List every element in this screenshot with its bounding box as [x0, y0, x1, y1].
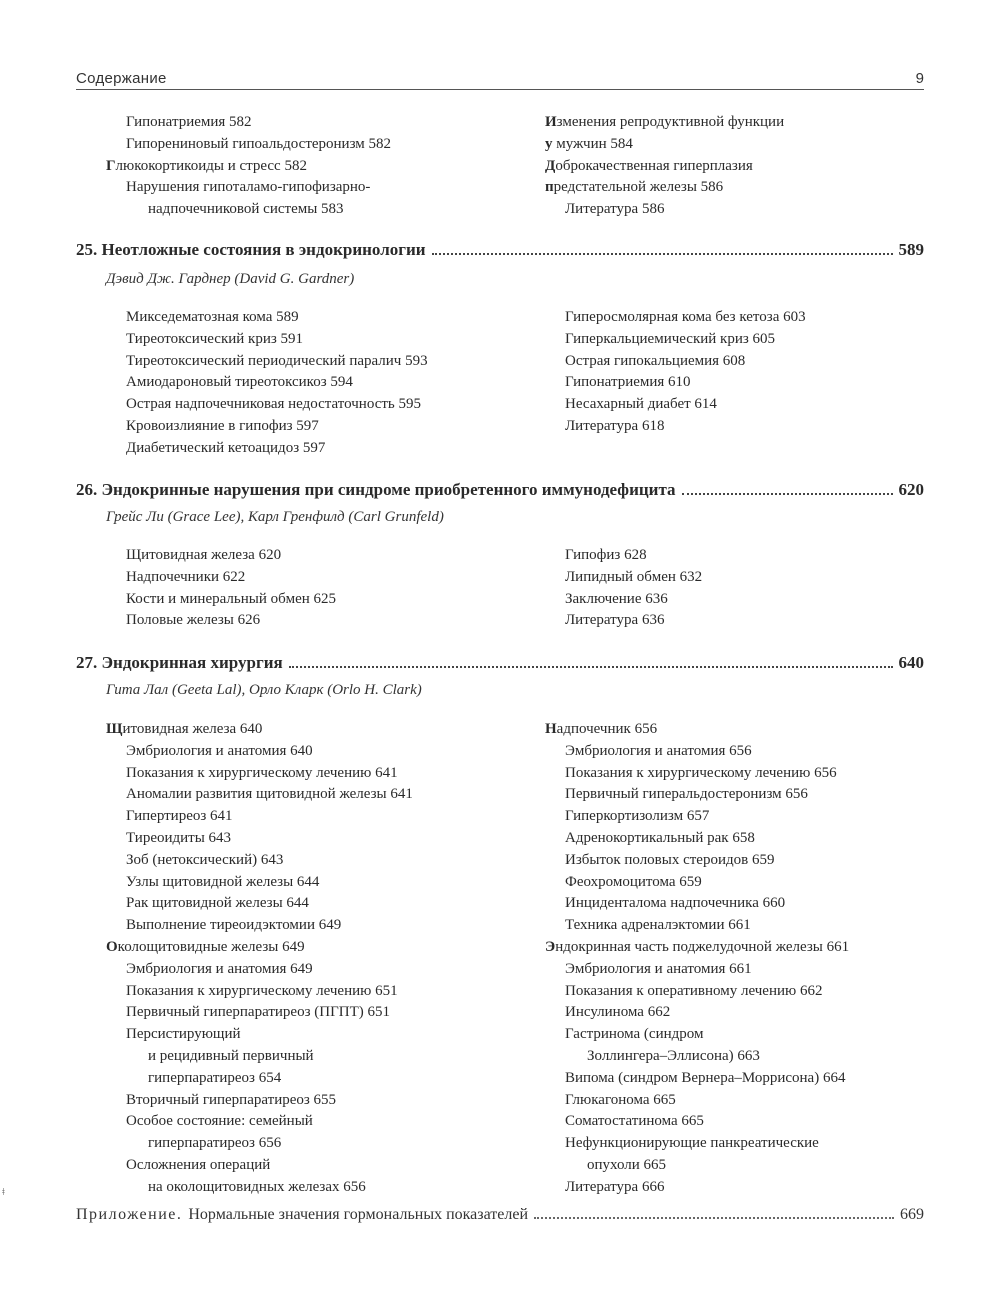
toc-entry[interactable]: Надпочечник 656: [545, 721, 658, 737]
toc-entry[interactable]: Глюкагонома 665: [565, 1091, 676, 1108]
toc-entry[interactable]: Особое состояние: семейный: [126, 1113, 313, 1130]
toc-entry[interactable]: предстательной железы 586: [545, 179, 724, 196]
toc-entry[interactable]: Эмбриология и анатомия 649: [126, 960, 313, 977]
chapter-27-heading[interactable]: [76, 653, 924, 673]
dot-leader: [682, 493, 893, 495]
toc-entry[interactable]: Выполнение тиреоидэктомии 649: [126, 917, 342, 934]
toc-entry[interactable]: Гипонатриемия 610: [565, 374, 691, 391]
toc-entry[interactable]: Эмбриология и анатомия 656: [565, 742, 752, 759]
toc-entry[interactable]: Показания к хирургическому лечению 651: [126, 982, 398, 999]
toc-entry[interactable]: Литература 586: [565, 201, 665, 218]
toc-entry[interactable]: Гастринома (синдром: [565, 1026, 704, 1043]
toc-entry[interactable]: Вторичный гиперпаратиреоз 655: [126, 1091, 337, 1108]
toc-entry[interactable]: Тиреоидиты 643: [126, 829, 232, 846]
toc-entry[interactable]: и рецидивный первичный: [148, 1047, 314, 1064]
page-number: 9: [915, 70, 924, 87]
chapter-27-left-column: [106, 719, 526, 1199]
top-left-column: [106, 112, 526, 221]
chapter-title: 25. Неотложные состояния в эндокринологии: [76, 240, 426, 259]
toc-entry[interactable]: гиперпаратиреоз 656: [148, 1135, 282, 1152]
chapter-25-heading[interactable]: [76, 240, 924, 260]
chapter-26-right-column: [545, 545, 925, 632]
toc-entry[interactable]: Гиперкальциемический криз 605: [565, 330, 776, 347]
toc-entry[interactable]: Гипертиреоз 641: [126, 808, 233, 825]
dot-leader: [289, 666, 893, 668]
toc-entry[interactable]: Липидный обмен 632: [565, 568, 703, 585]
toc-entry[interactable]: Околощитовидные железы 649: [106, 938, 305, 955]
toc-entry[interactable]: Литература 618: [565, 417, 665, 434]
toc-entry[interactable]: Эндокринная часть поджелудочной железы 661: [545, 938, 850, 955]
toc-entry[interactable]: у мужчин 584: [545, 135, 633, 152]
toc-entry[interactable]: Кости и минеральный обмен 625: [126, 590, 337, 607]
toc-entry[interactable]: Глюкокортикоиды и стресс 582: [106, 157, 307, 174]
toc-entry[interactable]: Осложнения операций: [126, 1156, 271, 1173]
appendix-title: Нормальные значения гормональных показателей: [188, 1206, 529, 1223]
chapter-25-right-column: [545, 307, 925, 438]
toc-entry[interactable]: Техника адреналэктомии 661: [565, 917, 751, 934]
toc-entry[interactable]: Показания к хирургическому лечению 656: [565, 764, 837, 781]
header-rule: [76, 89, 924, 90]
toc-entry[interactable]: Соматостатинома 665: [565, 1113, 704, 1130]
top-right-column: [545, 112, 925, 221]
toc-entry[interactable]: Несахарный диабет 614: [565, 396, 717, 413]
toc-entry[interactable]: Литература 666: [565, 1178, 665, 1195]
toc-entry[interactable]: Надпочечники 622: [126, 568, 246, 585]
toc-entry[interactable]: Гипонатриемия 582: [126, 114, 252, 130]
toc-entry[interactable]: Гипофиз 628: [565, 547, 647, 563]
toc-entry[interactable]: Щитовидная железа 620: [126, 547, 282, 563]
toc-entry[interactable]: Кровоизлияние в гипофиз 597: [126, 417, 319, 434]
toc-entry[interactable]: Гиперосмолярная кома без кетоза 603: [565, 309, 806, 325]
chapter-26-left-column: [106, 545, 526, 632]
chapter-title: 27. Эндокринная хирургия: [76, 653, 283, 672]
dot-leader: [432, 253, 893, 255]
chapter-25-left-column: [106, 307, 526, 460]
toc-entry[interactable]: Показания к хирургическому лечению 641: [126, 764, 398, 781]
toc-entry[interactable]: Амиодароновый тиреотоксикоз 594: [126, 374, 353, 391]
toc-entry[interactable]: Щитовидная железа 640: [106, 721, 263, 737]
toc-entry[interactable]: Показания к оперативному лечению 662: [565, 982, 823, 999]
toc-entry[interactable]: Половые железы 626: [126, 612, 261, 629]
chapter-page: 589: [898, 240, 924, 259]
toc-entry[interactable]: Доброкачественная гиперплазия: [545, 157, 753, 174]
toc-entry[interactable]: гиперпаратиреоз 654: [148, 1069, 282, 1086]
appendix-entry[interactable]: [76, 1206, 924, 1224]
chapter-page: 640: [898, 653, 924, 672]
toc-entry[interactable]: на околощитовидных железах 656: [148, 1178, 366, 1195]
toc-entry[interactable]: Випома (синдром Вернера–Моррисона) 664: [565, 1069, 846, 1086]
toc-entry[interactable]: Тиреотоксический криз 591: [126, 330, 304, 347]
chapter-25-authors: Дэвид Дж. Гарднер (David G. Gardner): [106, 271, 355, 287]
toc-entry[interactable]: Рак щитовидной железы 644: [126, 895, 309, 912]
toc-entry[interactable]: Диабетический кетоацидоз 597: [126, 439, 326, 456]
chapter-26-heading[interactable]: [76, 480, 924, 500]
toc-entry[interactable]: Острая гипокальциемия 608: [565, 352, 746, 369]
toc-entry[interactable]: Гипорениновый гипоальдостеронизм 582: [126, 135, 392, 152]
toc-entry[interactable]: Первичный гиперальдостеронизм 656: [565, 786, 808, 803]
chapter-title: 26. Эндокринные нарушения при синдроме приобретенного иммунодефицита: [76, 480, 676, 499]
dot-leader: [534, 1217, 894, 1219]
chapter-27-right-column: [545, 719, 925, 1199]
toc-entry[interactable]: Заключение 636: [565, 590, 668, 607]
chapter-26-authors: Грейс Ли (Grace Lee), Карл Гренфилд (Carl Grunfeld): [106, 509, 444, 525]
toc-entry[interactable]: опухоли 665: [587, 1156, 667, 1173]
toc-entry[interactable]: Изменения репродуктивной функции: [545, 114, 785, 130]
toc-entry[interactable]: Гиперкортизолизм 657: [565, 808, 710, 825]
toc-entry[interactable]: Узлы щитовидной железы 644: [126, 873, 320, 890]
appendix-label: Приложение.: [76, 1206, 183, 1223]
appendix-page: 669: [900, 1206, 924, 1223]
toc-entry[interactable]: Адренокортикальный рак 658: [565, 829, 755, 846]
toc-entry[interactable]: Эмбриология и анатомия 640: [126, 742, 313, 759]
toc-entry[interactable]: Микседематозная кома 589: [126, 309, 299, 325]
toc-entry[interactable]: Литература 636: [565, 612, 665, 629]
toc-entry[interactable]: Аномалии развития щитовидной железы 641: [126, 786, 413, 803]
toc-entry[interactable]: Тиреотоксический периодический паралич 593: [126, 352, 428, 369]
toc-entry[interactable]: Нарушения гипоталамо-гипофизарно-: [126, 179, 371, 196]
toc-entry[interactable]: Эмбриология и анатомия 661: [565, 960, 752, 977]
toc-entry[interactable]: Инсулинома 662: [565, 1004, 671, 1021]
toc-entry[interactable]: Феохромоцитома 659: [565, 873, 702, 890]
toc-entry[interactable]: Первичный гиперпаратиреоз (ПГПТ) 651: [126, 1004, 391, 1021]
chapter-page: 620: [898, 480, 924, 499]
toc-entry[interactable]: Острая надпочечниковая недостаточность 595: [126, 396, 422, 413]
toc-entry[interactable]: Инциденталома надпочечника 660: [565, 895, 786, 912]
margin-mark: ǂ: [2, 1186, 5, 1198]
toc-entry[interactable]: надпочечниковой системы 583: [148, 201, 344, 218]
toc-entry[interactable]: Золлингера–Эллисона) 663: [587, 1047, 760, 1064]
toc-entry[interactable]: Избыток половых стероидов 659: [565, 851, 775, 868]
toc-entry[interactable]: Персистирующий: [126, 1026, 241, 1043]
chapter-27-authors: Гита Лал (Geeta Lal), Орло Кларк (Orlo H. Clark): [106, 682, 422, 698]
toc-entry[interactable]: Нефункционирующие панкреатические: [565, 1135, 819, 1152]
toc-entry[interactable]: Зоб (нетоксический) 643: [126, 851, 284, 868]
running-header-title: Содержание: [76, 70, 167, 87]
